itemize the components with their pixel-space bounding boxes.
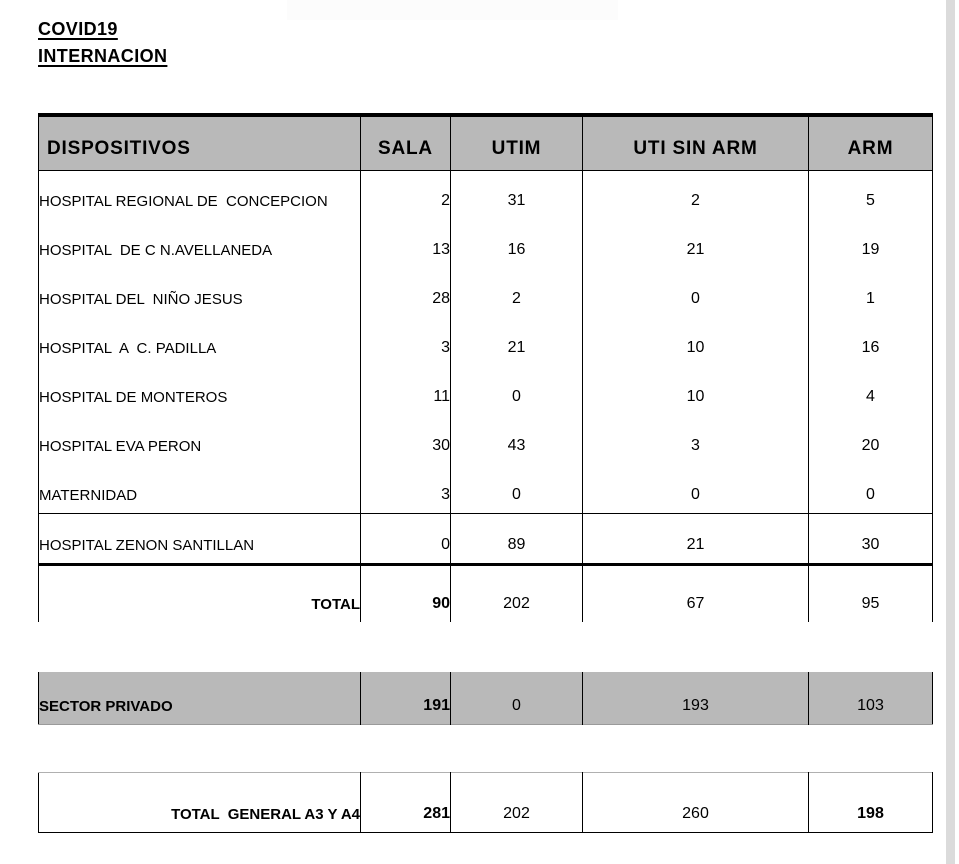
page-title (38, 16, 167, 70)
header-cell-arm: ARM (809, 115, 933, 170)
top-highlight-strip (287, 0, 618, 20)
right-edge-strip (946, 0, 955, 864)
cell-sala: 11 (361, 366, 451, 415)
cell-arm: 30 (809, 513, 933, 564)
page-title-line2: INTERNACION (38, 46, 168, 66)
cell-utim: 0 (451, 464, 583, 513)
total-general-row (39, 773, 933, 833)
header-cell-utim: UTIM (451, 115, 583, 170)
cell-uti-sin-arm: 0 (583, 464, 809, 513)
cell-arm: 19 (809, 219, 933, 268)
cell-sala: 3 (361, 464, 451, 513)
header-row (39, 115, 933, 170)
cell-label: HOSPITAL EVA PERON (39, 415, 361, 464)
sector-privado-utim: 0 (451, 672, 583, 724)
cell-arm: 16 (809, 317, 933, 366)
cell-uti-sin-arm: 2 (583, 170, 809, 219)
cell-utim: 0 (451, 366, 583, 415)
cell-arm: 20 (809, 415, 933, 464)
sector-privado-row (39, 672, 933, 724)
sector-privado-table (38, 672, 933, 725)
cell-label: HOSPITAL DE MONTEROS (39, 366, 361, 415)
total-label: TOTAL (311, 596, 360, 613)
total-sala: 90 (361, 564, 451, 622)
page-title-line1: COVID19 (38, 19, 118, 39)
table-row (39, 219, 933, 268)
sector-privado-arm: 103 (809, 672, 933, 724)
main-table-wrap (38, 113, 932, 622)
cell-utim: 16 (451, 219, 583, 268)
cell-utim: 21 (451, 317, 583, 366)
main-table (38, 113, 933, 622)
table-row (39, 317, 933, 366)
cell-label: HOSPITAL REGIONAL DE CONCEPCION (39, 170, 361, 219)
cell-label: HOSPITAL DEL NIÑO JESUS (39, 268, 361, 317)
header-cell-dispositivos: DISPOSITIVOS (39, 115, 361, 170)
cell-arm: 0 (809, 464, 933, 513)
cell-label: HOSPITAL DE C N.AVELLANEDA (39, 219, 361, 268)
cell-arm: 4 (809, 366, 933, 415)
cell-utim: 2 (451, 268, 583, 317)
cell-uti-sin-arm: 10 (583, 317, 809, 366)
cell-uti-sin-arm: 21 (583, 219, 809, 268)
cell-utim: 31 (451, 170, 583, 219)
total-row (39, 564, 933, 622)
cell-uti-sin-arm: 3 (583, 415, 809, 464)
total-general-arm: 198 (809, 773, 933, 833)
total-general-uti-sin-arm: 260 (583, 773, 809, 833)
total-general-table-wrap (38, 772, 932, 833)
cell-arm: 5 (809, 170, 933, 219)
total-utim: 202 (451, 564, 583, 622)
cell-utim: 43 (451, 415, 583, 464)
total-general-sala: 281 (361, 773, 451, 833)
cell-sala: 30 (361, 415, 451, 464)
cell-sala: 13 (361, 219, 451, 268)
cell-arm: 1 (809, 268, 933, 317)
cell-uti-sin-arm: 21 (583, 513, 809, 564)
table-row (39, 268, 933, 317)
table-row (39, 415, 933, 464)
header-cell-uti-sin-arm: UTI SIN ARM (583, 115, 809, 170)
sector-privado-sala: 191 (361, 672, 451, 724)
table-row (39, 513, 933, 564)
table-row (39, 170, 933, 219)
total-uti-sin-arm: 67 (583, 564, 809, 622)
cell-utim: 89 (451, 513, 583, 564)
cell-sala: 3 (361, 317, 451, 366)
total-general-label: TOTAL GENERAL A3 Y A4 (171, 806, 360, 823)
cell-label: HOSPITAL A C. PADILLA (39, 317, 361, 366)
table-row (39, 366, 933, 415)
cell-uti-sin-arm: 0 (583, 268, 809, 317)
cell-sala: 0 (361, 513, 451, 564)
sector-privado-label: SECTOR PRIVADO (39, 697, 173, 715)
cell-label: MATERNIDAD (39, 464, 361, 513)
sector-privado-table-wrap (38, 672, 932, 725)
sector-privado-uti-sin-arm: 193 (583, 672, 809, 724)
cell-uti-sin-arm: 10 (583, 366, 809, 415)
cell-sala: 2 (361, 170, 451, 219)
cell-label: HOSPITAL ZENON SANTILLAN (39, 513, 361, 564)
header-cell-sala: SALA (361, 115, 451, 170)
total-general-table (38, 772, 933, 833)
table-row (39, 464, 933, 513)
cell-sala: 28 (361, 268, 451, 317)
total-arm: 95 (809, 564, 933, 622)
total-general-utim: 202 (451, 773, 583, 833)
